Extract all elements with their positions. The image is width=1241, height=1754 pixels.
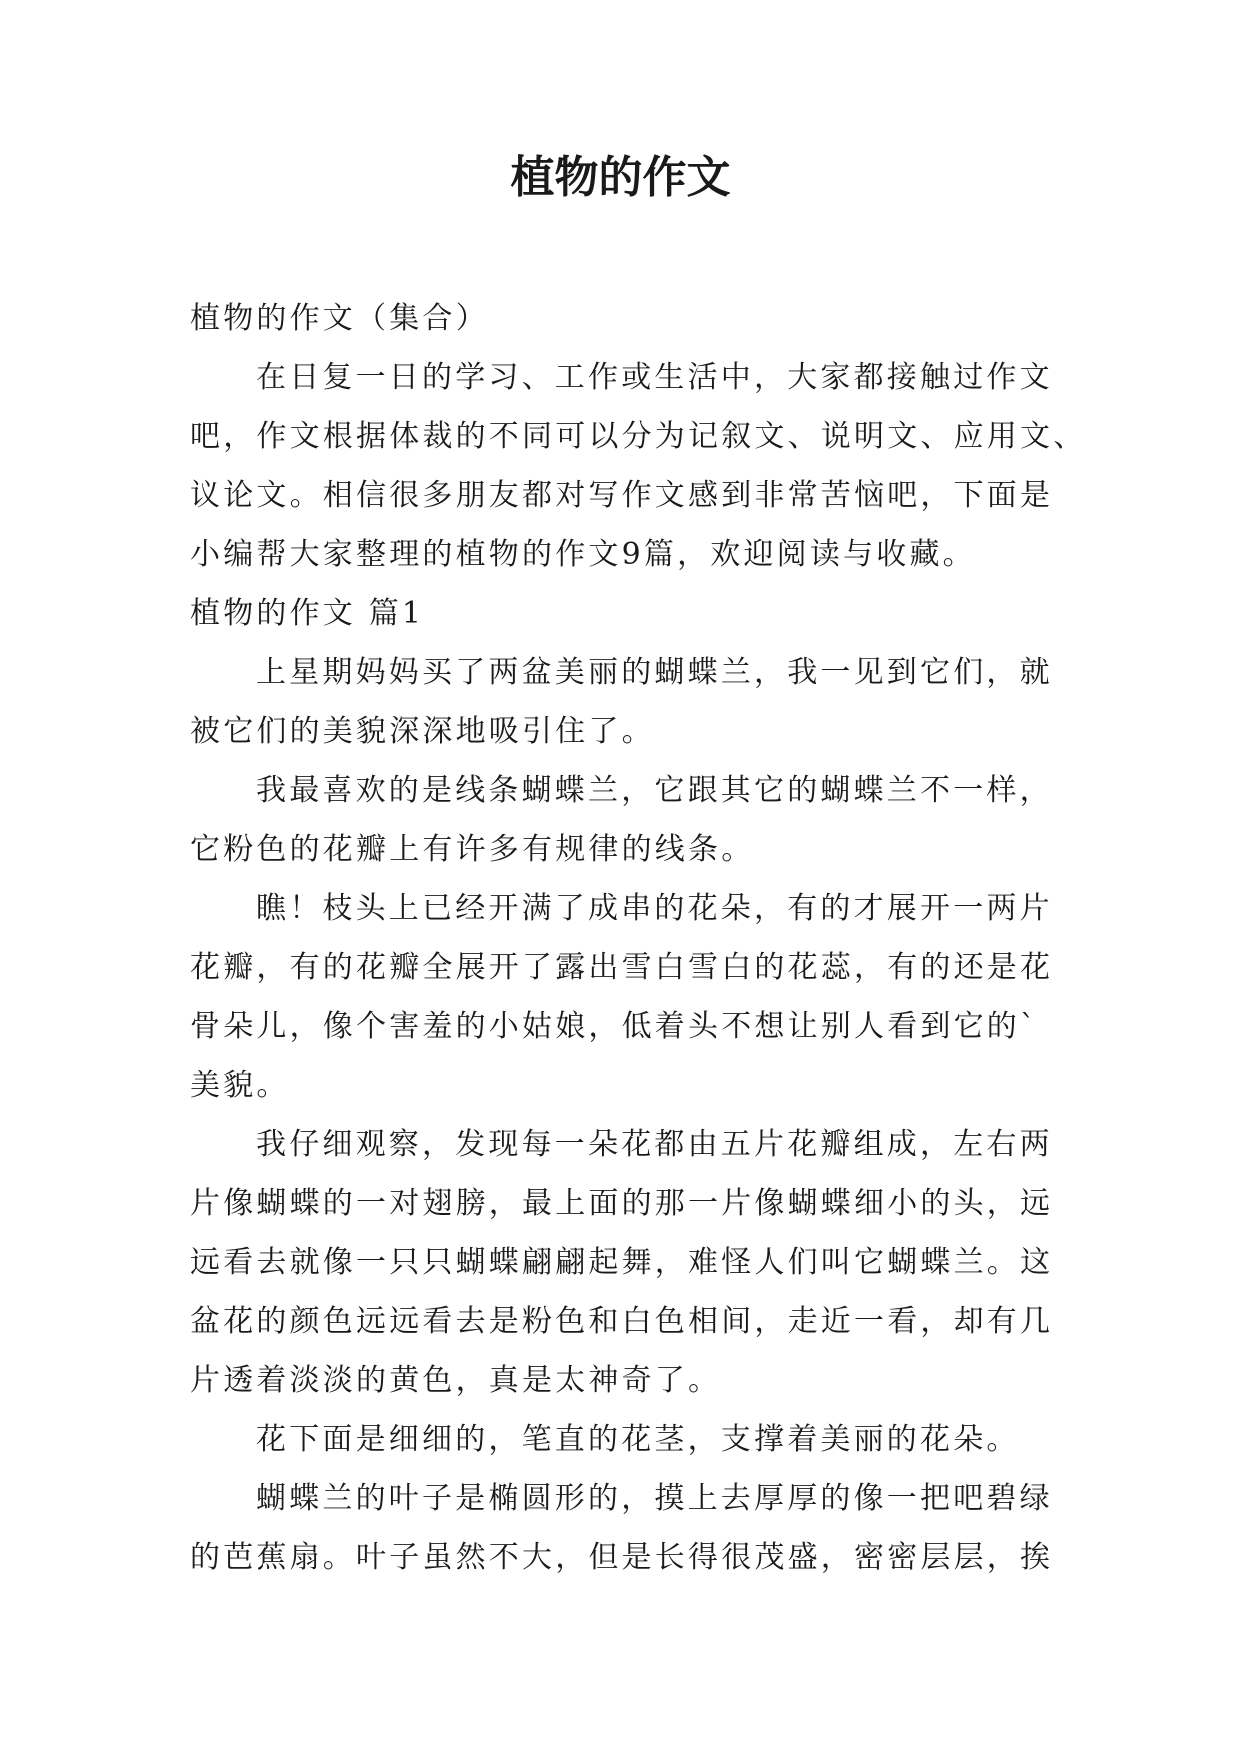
text-line: 被它们的美貌深深地吸引住了。	[190, 714, 655, 749]
text-line: 我仔细观察，发现每一朵花都由五片花瓣组成，左右两	[256, 1127, 1053, 1162]
text-line: 片透着淡淡的黄色，真是太神奇了。	[190, 1363, 722, 1398]
document-title: 植物的作文	[510, 152, 731, 203]
text-line: 吧，作文根据体裁的不同可以分为记叙文、说明文、应用文、	[190, 419, 1087, 454]
text-line: 蝴蝶兰的叶子是椭圆形的，摸上去厚厚的像一把吧碧绿	[256, 1481, 1053, 1516]
text-line: 的芭蕉扇。叶子虽然不大，但是长得很茂盛，密密层层，挨	[190, 1540, 1054, 1575]
text-line: 在日复一日的学习、工作或生活中，大家都接触过作文	[256, 360, 1053, 395]
text-line: 花下面是细细的，笔直的花茎，支撑着美丽的花朵。	[256, 1422, 1020, 1457]
text-line: 瞧！枝头上已经开满了成串的花朵，有的才展开一两片	[256, 891, 1053, 926]
text-line: 片像蝴蝶的一对翅膀，最上面的那一片像蝴蝶细小的头，远	[190, 1186, 1054, 1221]
text-line: 植物的作文（集合）	[190, 301, 489, 336]
text-line: 上星期妈妈买了两盆美丽的蝴蝶兰，我一见到它们，就	[256, 655, 1053, 690]
text-line: 骨朵儿，像个害羞的小姑娘，低着头不想让别人看到它的`	[190, 1009, 1039, 1044]
text-line: 我最喜欢的是线条蝴蝶兰，它跟其它的蝴蝶兰不一样，	[256, 773, 1053, 808]
text-line: 远看去就像一只只蝴蝶翩翩起舞，难怪人们叫它蝴蝶兰。这	[190, 1245, 1054, 1280]
text-line: 小编帮大家整理的植物的作文9篇，欢迎阅读与收藏。	[190, 537, 976, 572]
text-line: 花瓣，有的花瓣全展开了露出雪白雪白的花蕊，有的还是花	[190, 950, 1054, 985]
document-body	[190, 289, 1087, 1587]
text-line: 盆花的颜色远远看去是粉色和白色相间，走近一看，却有几	[190, 1304, 1054, 1339]
text-line: 它粉色的花瓣上有许多有规律的线条。	[190, 832, 755, 867]
text-line: 植物的作文 篇1	[190, 596, 425, 631]
text-line: 议论文。相信很多朋友都对写作文感到非常苦恼吧，下面是	[190, 478, 1054, 513]
text-line: 美貌。	[190, 1068, 290, 1103]
